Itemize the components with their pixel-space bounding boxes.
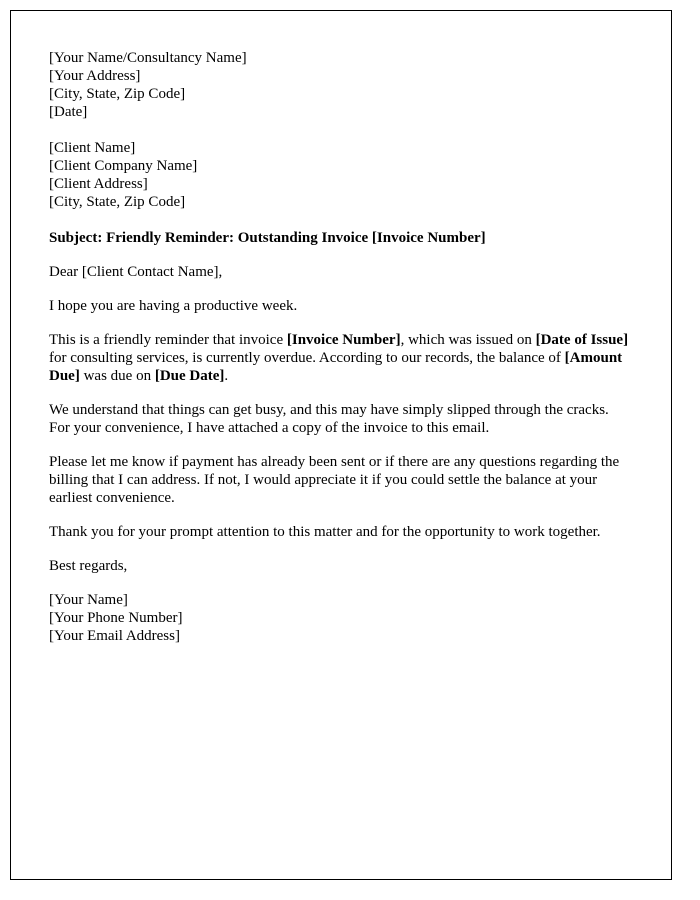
letter-line: [Your Name/Consultancy Name] bbox=[49, 50, 247, 66]
recipient-address-block bbox=[49, 139, 633, 211]
letter-line: [Client Name] bbox=[49, 140, 136, 156]
body-paragraph-payment-request bbox=[49, 453, 633, 507]
text-segment: Thank you for your prompt attention to this matter and for the opportunity to work together. bbox=[49, 524, 601, 540]
letter-line: [Date] bbox=[49, 104, 88, 120]
text-segment: Please let me know if payment has already been sent or if there are any questions regarding the billing that I can address. If not, I would appreciate it if you could settle the balance at your earliest convenience. bbox=[49, 454, 620, 506]
body-paragraph-opening bbox=[49, 297, 633, 315]
text-segment: We understand that things can get busy, and this may have simply slipped through the cracks. For your convenience, I have attached a copy of the invoice to this email. bbox=[49, 402, 609, 436]
body-paragraph-invoice-details bbox=[49, 331, 633, 385]
placeholder-bold-text: [Due Date] bbox=[154, 368, 225, 384]
salutation: Dear [Client Contact Name], bbox=[49, 264, 223, 280]
letter-line: [City, State, Zip Code] bbox=[49, 194, 186, 210]
text-segment: I hope you are having a productive week. bbox=[49, 298, 298, 314]
placeholder-bold-text: [Invoice Number] bbox=[286, 332, 401, 348]
placeholder-bold-text: [Amount Due] bbox=[49, 350, 623, 384]
letter-line: [Your Name] bbox=[49, 592, 128, 608]
text-segment: This is a friendly reminder that invoice bbox=[49, 332, 287, 348]
letter-line: [Your Address] bbox=[49, 68, 141, 84]
closing: Best regards, bbox=[49, 558, 128, 574]
letter-line: [Your Phone Number] bbox=[49, 610, 183, 626]
placeholder-bold-text: [Date of Issue] bbox=[535, 332, 629, 348]
text-segment: was due on bbox=[79, 368, 155, 384]
sender-address-block bbox=[49, 49, 633, 121]
letter-page bbox=[10, 10, 672, 880]
signature-block bbox=[49, 591, 633, 645]
text-segment: . bbox=[224, 368, 229, 384]
letter-line: [City, State, Zip Code] bbox=[49, 86, 186, 102]
body-paragraph-thanks bbox=[49, 523, 633, 541]
text-segment: for consulting services, is currently overdue. According to our records, the balance of bbox=[49, 350, 565, 366]
subject-line: Subject: Friendly Reminder: Outstanding Invoice [Invoice Number] bbox=[49, 230, 486, 246]
letter-line: [Client Address] bbox=[49, 176, 148, 192]
letter-line: [Your Email Address] bbox=[49, 628, 180, 644]
text-segment: , which was issued on bbox=[400, 332, 536, 348]
letter-line: [Client Company Name] bbox=[49, 158, 198, 174]
body-paragraph-understanding bbox=[49, 401, 633, 437]
